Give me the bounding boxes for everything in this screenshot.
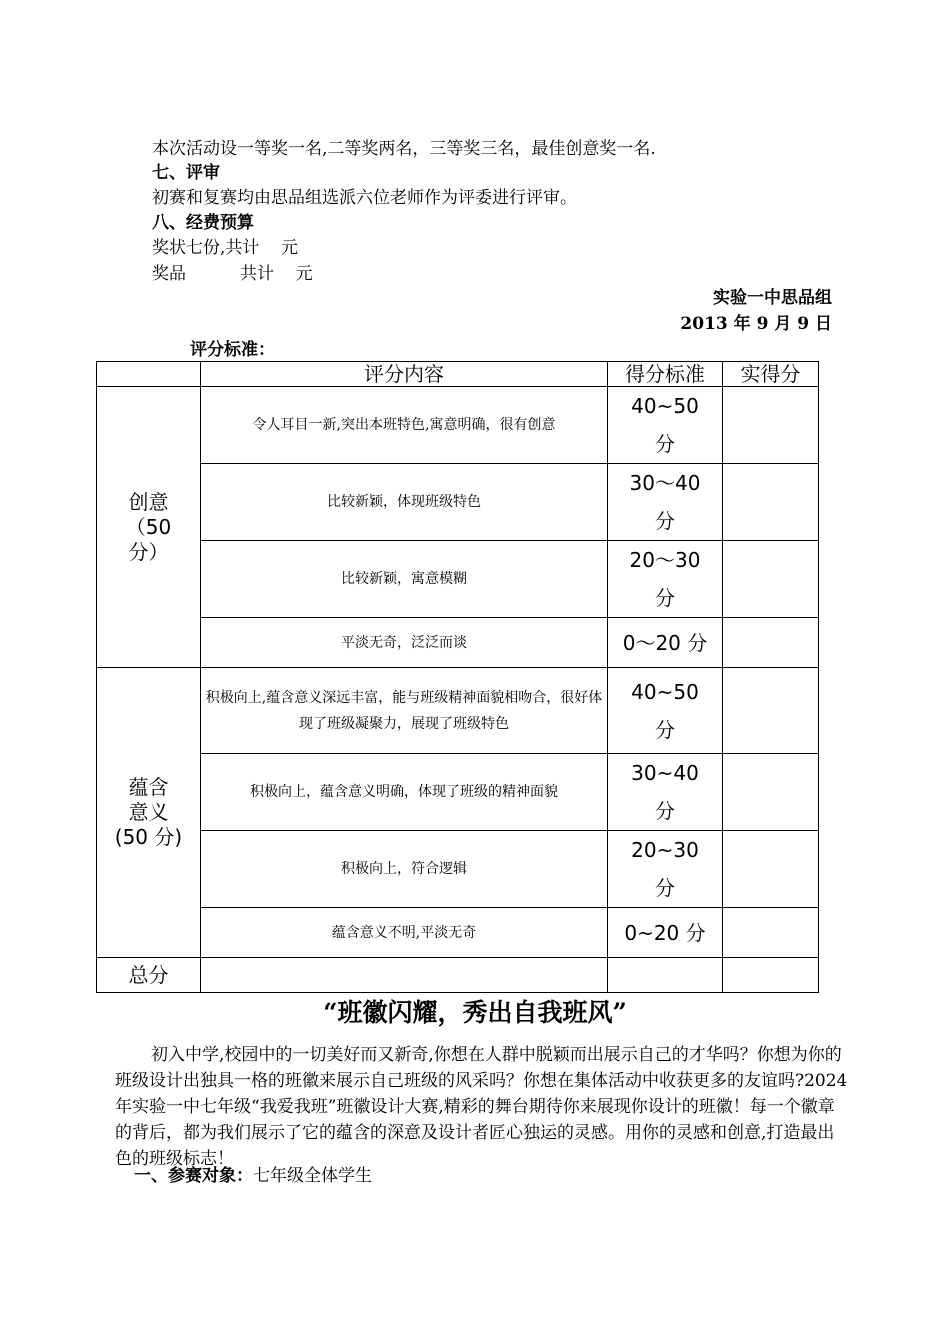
table-caption: 评分标准：	[190, 340, 275, 360]
header-standard: 得分标准	[608, 362, 723, 387]
budget-line-certificates: 奖状七份,共计 元	[152, 238, 299, 258]
section-8-heading: 八、经费预算	[152, 213, 254, 233]
signature-date: 2013 年 9 月 9 日	[680, 314, 832, 334]
criteria-content: 积极向上,蕴含意义深远丰富，能与班级精神面貌相吻合，很好体现了班级凝聚力，展现了班级特色	[201, 668, 608, 754]
category-creativity: 创意 （50 分）	[97, 387, 201, 668]
category-meaning: 蕴含 意义 (50 分)	[97, 668, 201, 958]
actual-score-cell[interactable]	[723, 668, 819, 754]
table-row	[97, 387, 819, 464]
total-score-cell[interactable]	[723, 958, 819, 993]
criteria-content: 积极向上，蕴含意义明确，体现了班级的精神面貌	[201, 754, 608, 831]
criteria-content: 积极向上，符合逻辑	[201, 831, 608, 908]
table-row	[97, 831, 819, 908]
criteria-points: 0～20 分	[608, 618, 723, 668]
actual-score-cell[interactable]	[723, 464, 819, 541]
intro-paragraph	[115, 1042, 850, 1172]
criteria-points: 40~50 分	[608, 668, 723, 754]
table-row	[97, 908, 819, 958]
header-actual-score: 实得分	[723, 362, 819, 387]
table-row	[97, 754, 819, 831]
header-category	[97, 362, 201, 387]
table-row	[97, 541, 819, 618]
criteria-content: 令人耳目一新,突出本班特色,寓意明确，很有创意	[201, 387, 608, 464]
criteria-points: 30~40 分	[608, 754, 723, 831]
criteria-points: 40~50 分	[608, 387, 723, 464]
section-7-heading: 七、评审	[152, 163, 220, 183]
total-label: 总分	[97, 958, 201, 993]
contest-title: “班徽闪耀，秀出自我班风”	[323, 998, 627, 1027]
actual-score-cell[interactable]	[723, 831, 819, 908]
actual-score-cell[interactable]	[723, 541, 819, 618]
table-row	[97, 464, 819, 541]
table-row	[97, 668, 819, 754]
criteria-points: 20~30 分	[608, 831, 723, 908]
scoring-table	[96, 361, 819, 993]
criteria-content: 平淡无奇，泛泛而谈	[201, 618, 608, 668]
total-content-cell	[201, 958, 608, 993]
header-content: 评分内容	[201, 362, 608, 387]
table-header-row	[97, 362, 819, 387]
section-1-text: 七年级全体学生	[253, 1166, 372, 1186]
criteria-points: 0~20 分	[608, 908, 723, 958]
section-7-text: 初赛和复赛均由思品组选派六位老师作为评委进行评审。	[152, 188, 577, 208]
actual-score-cell[interactable]	[723, 754, 819, 831]
criteria-points: 30～40 分	[608, 464, 723, 541]
total-standard-cell	[608, 958, 723, 993]
intro-text: 初入中学,校园中的一切美好而又新奇,你想在人群中脱颖而出展示自己的才华吗？你想为你的班级设计出独具一格的班徽来展示自己班级的风采吗？你想在集体活动中收获更多的友谊吗?2024 年实验一中七年级“我爱我班”班徽设计大赛,精彩的舞台期待你来展现你设计的班徽！每一个徽章的背后，都为我们展示了它的蕴含的深意及设计者匠心独运的灵感。用你的灵感和创意,打造最出色的班级标志！	[115, 1045, 848, 1169]
section-1-heading: 一、参赛对象：	[134, 1166, 253, 1186]
actual-score-cell[interactable]	[723, 908, 819, 958]
table-row	[97, 618, 819, 668]
criteria-content: 比较新颖，寓意模糊	[201, 541, 608, 618]
criteria-content: 蕴含意义不明,平淡无奇	[201, 908, 608, 958]
total-row	[97, 958, 819, 993]
criteria-content: 比较新颖，体现班级特色	[201, 464, 608, 541]
criteria-points: 20～30 分	[608, 541, 723, 618]
awards-line: 本次活动设一等奖一名,二等奖两名，三等奖三名，最佳创意奖一名.	[152, 139, 656, 159]
section-1-line	[134, 1164, 372, 1188]
budget-line-prizes: 奖品 共计 元	[152, 264, 313, 284]
actual-score-cell[interactable]	[723, 618, 819, 668]
signature-org: 实验一中思品组	[713, 288, 832, 308]
actual-score-cell[interactable]	[723, 387, 819, 464]
